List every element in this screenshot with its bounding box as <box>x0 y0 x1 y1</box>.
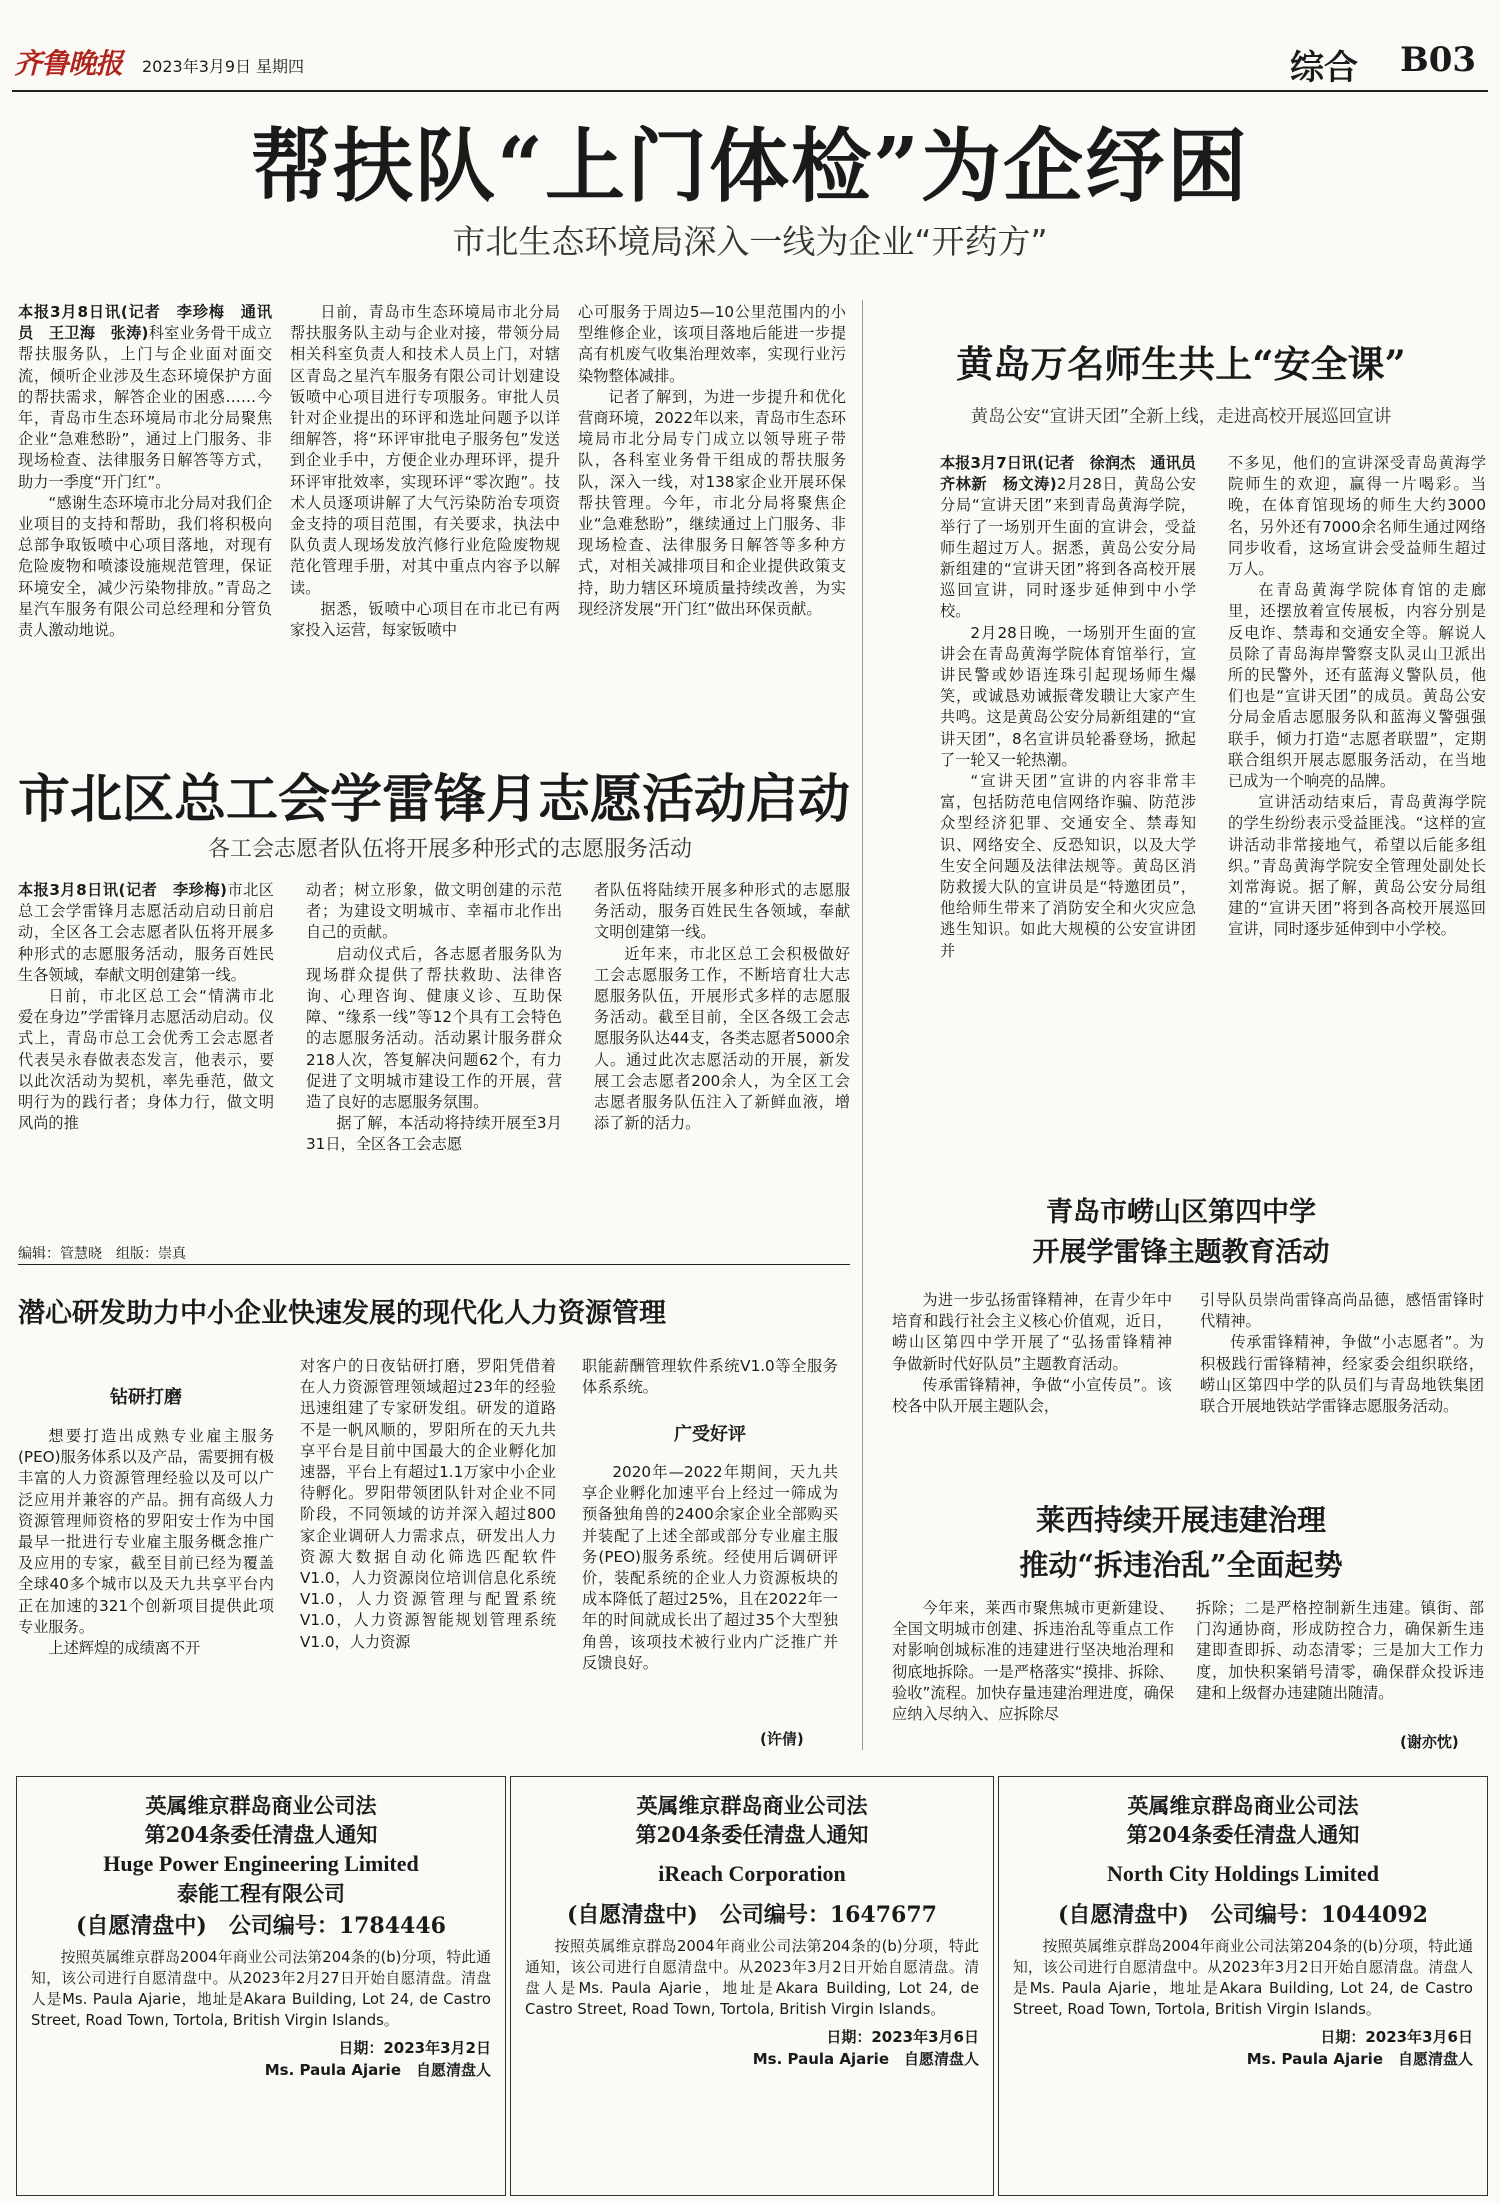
section-name: 综合 <box>1290 48 1358 88</box>
notice-signature: Ms. Paula Ajarie 自愿清盘人 <box>264 2061 491 2079</box>
notice-title: 第204条委任清盘人通知 <box>635 1822 869 1847</box>
union-dateline: 本报3月8日讯(记者 李珍梅) <box>18 881 227 899</box>
lead-para: 心可服务于周边5—10公里范围内的小型维修企业，该项目落地后能进一步提高有机废气收集治理效率，实现行业污染物整体减排。 <box>578 303 846 385</box>
union-headline: 市北区总工会学雷锋月志愿活动启动 <box>18 769 851 830</box>
lead-col-1 <box>18 302 272 732</box>
lead-headline: 帮扶队“上门体检”为企纾困 <box>250 119 1250 213</box>
lead-para: “感谢生态环境市北分局对我们企业项目的支持和帮助，我们将积极向总部争取钣喷中心项目落地，对现有危险废物和喷漆设施规范管理，保证环境安全，减少污染物排放。”青岛之星汽车服务有限公司总经理和分管负责人激动地说。 <box>18 493 272 640</box>
hr-byline: (许倩) <box>760 1730 804 1748</box>
laoshan-para: 引导队员崇尚雷锋高尚品德，感悟雷锋时代精神。 <box>1200 1291 1484 1331</box>
notice-date: 日期：2023年3月6日 <box>826 2028 979 2046</box>
hr-col-3b <box>582 1462 838 1726</box>
laixi-headline-1: 莱西持续开展违建治理 <box>1035 1503 1326 1537</box>
huangdao-para: 2月28日，黄岛公安分局“宣讲天团”来到青岛黄海学院，举行了一场别开生面的宣讲会，受益师生超过万人。据悉，黄岛公安分局新组建的“宣讲天团”将到各高校开展巡回宣讲，同时逐步延伸到中小学校。 <box>940 475 1196 621</box>
union-para: 动者；树立形象，做文明创建的示范者；为建设文明城市、幸福市北作出自己的贡献。 <box>306 881 562 942</box>
paper-logo: 齐鲁晚报 <box>14 47 123 80</box>
notice-company-number: (自愿清盘中) 公司编号：1647677 <box>567 1902 937 1928</box>
union-para: 日前，市北区总工会“情满市北 爱在身边”学雷锋月志愿活动启动。仪式上，青岛市总工会优秀工会志愿者代表吴永春做表态发言，他表示，要以此次活动为契机，率先垂范，做文明行为的践行者；身体力行，做文明风尚的推 <box>18 987 290 1133</box>
laixi-para: 拆除；二是严格控制新生违建。镇街、部门沟通协商，形成防控合力，确保新生违建即查即拆、动态清零；三是加大工作力度，加快积案销号清零，确保群众投诉违建和上级督办违建随出随清。 <box>1196 1599 1484 1702</box>
laoshan-para: 传承雷锋精神，争做“小宣传员”。该校各中队开展主题队会， <box>892 1375 1172 1416</box>
lead-col-3 <box>578 302 846 732</box>
huangdao-para: 在青岛黄海学院体育馆的走廊里，还摆放着宣传展板，内容分别是反电诈、禁毒和交通安全等。解说人员除了青岛海岸警察支队灵山卫派出所的民警外，还有蓝海义警队员，他们也是“宣讲天团”的成员。黄岛公安分局金盾志愿服务队和蓝海义警强强联手，倾力打造“志愿者联盟”，定期联合组织开展志愿服务活动，在当地已成为一个响亮的品牌。 <box>1228 581 1486 791</box>
hr-para: 2020年—2022年期间，天九共享企业孵化加速平台上经过一筛成为预备独角兽的2400余家企业全部购买并装配了上述全部或部分专业雇主服务(PEO)服务系统。经使用后调研评价，装配系统的企业人力资源板块的成本降低了超过25%，且在2022年一年的时间就成长出了超过35个大型独角兽，该项技术被行业内广泛推广并反馈良好。 <box>582 1463 838 1672</box>
laoshan-para: 为进一步弘扬雷锋精神，在青少年中培育和践行社会主义核心价值观，近日，崂山区第四中学开展了“弘扬雷锋精神 争做新时代好队员”主题教育活动。 <box>892 1291 1188 1373</box>
hr-col-2 <box>300 1356 556 1748</box>
huangdao-para: 宣讲活动结束后，青岛黄海学院的学生纷纷表示受益匪浅。“这样的宣讲活动非常接地气，希望以后能多组织。”青岛黄海学院安全管理处副处长刘常海说。据了解，黄岛公安分局组建的“宣讲天团”将到各高校开展巡回宣讲，同时逐步延伸到中小学校。 <box>1228 793 1486 939</box>
hr-headline: 潜心研发助力中小企业快速发展的现代化人力资源管理 <box>18 1298 666 1329</box>
laixi-col-2 <box>1196 1598 1484 1726</box>
union-para: 市北区总工会学雷锋月志愿活动启动日前启动，全区各工会志愿者队伍将开展多种形式的志愿服务活动，服务百姓民生各领域，奉献文明创建第一线。 <box>18 881 274 984</box>
lead-para: 科室业务骨干成立帮扶服务队，上门与企业面对面交流，倾听企业涉及生态环境保护方面的帮扶需求，解答企业的困惑……今年，青岛市生态环境局市北分局聚焦企业“急难愁盼”，通过上门服务、非现场检查、法律服务日解答等方式，助力一季度“开门红”。 <box>18 324 272 491</box>
editor-credit: 编辑：管慧晓 组版：崇真 <box>18 1246 186 1262</box>
notice-title: 第204条委任清盘人通知 <box>144 1822 378 1847</box>
notice-title: 第204条委任清盘人通知 <box>1126 1822 1360 1847</box>
notice-company-en: North City Holdings Limited <box>1107 1861 1379 1886</box>
notice-date: 日期：2023年3月2日 <box>338 2039 491 2057</box>
notice-law: 英属维京群岛商业公司法 <box>1127 1793 1359 1818</box>
hr-para: 想要打造出成熟专业雇主服务(PEO)服务体系以及产品，需要拥有极丰富的人力资源管理经验以及可以广泛应用并兼容的产品。拥有高级人力资源管理师资格的罗阳安士作为中国最早一批进行专业雇主服务概念推广及应用的专家，截至目前已经为覆盖全球40多个城市以及天九共享平台内正在加速的321个创新项目提供此项专业服务。 <box>18 1427 274 1636</box>
notice-company-en: iReach Corporation <box>658 1861 846 1886</box>
notice-company-en: Huge Power Engineering Limited <box>103 1851 419 1876</box>
notice-law: 英属维京群岛商业公司法 <box>636 1793 868 1818</box>
lead-para: 据悉，钣喷中心项目在市北已有两家投入运营，每家钣喷中 <box>290 599 560 640</box>
notice-body: 按照英属维京群岛2004年商业公司法第204条的(b)分项，特此通知，该公司进行自愿清盘中。从2023年3月2日开始自愿清盘。清盘人是Ms. Paula Ajarie，地址是Akara Building, Lot 24, de Castro Street, Road Town, Tortola, British Virgin Islands。 <box>1013 1938 1473 2018</box>
notice-signature: Ms. Paula Ajarie 自愿清盘人 <box>752 2050 979 2068</box>
lead-col-2 <box>290 302 560 732</box>
union-subtitle: 各工会志愿者队伍将开展多种形式的志愿服务活动 <box>207 837 692 862</box>
huangdao-para: 不多见，他们的宣讲深受青岛黄海学院师生的欢迎，赢得一片喝彩。当晚，在体育馆现场的师生大约3000名，另外还有7000余名师生通过网络同步收看，这场宣讲会受益师生超过万人。 <box>1228 454 1486 579</box>
laixi-byline: (谢亦忱) <box>1400 1733 1459 1751</box>
column-divider <box>862 300 863 1750</box>
laoshan-col-1 <box>892 1290 1188 1466</box>
union-para: 据了解，本活动将持续开展至3月31日，全区各工会志愿 <box>306 1114 562 1154</box>
union-col-2 <box>306 880 562 1236</box>
lead-para: 记者了解到，为进一步提升和优化营商环境，2022年以来，青岛市生态环境局市北分局专门成立以领导班子带队，各科室业务骨干组成的帮扶服务队，深入一线，对138家企业开展环保帮扶管理。今年，市北分局将聚焦企业“急难愁盼”，继续通过上门服务、非现场检查、法律服务日解答等多种方式，对相关减排项目和企业提供政策支持，助力辖区环境质量持续改善，为实现经济发展“开门红”做出环保贡献。 <box>578 387 846 618</box>
section-rule <box>18 1264 850 1265</box>
union-para: 者队伍将陆续开展多种形式的志愿服务活动，服务百姓民生各领域，奉献文明创建第一线。 <box>594 881 850 942</box>
laixi-para: 今年来，莱西市聚焦城市更新建设、全国文明城市创建、拆违治乱等重点工作对影响创城标准的违建进行坚决地治理和彻底地拆除。一是严格落实“摸排、拆除、验收”流程。加快存量违建治理进度，确保应纳入尽纳入、应拆除尽 <box>892 1599 1174 1724</box>
hr-para: 对客户的日夜钻研打磨，罗阳凭借着在人力资源管理领域超过23年的经验迅速组建了专家研发组。研发的道路不是一帆风顺的，罗阳所在的天九共享平台是目前中国最大的企业孵化加速器，平台上有超过1.1万家中小企业待孵化。罗阳带领团队针对企业不同阶段，不同领域的访并深入超过800家企业调研人力需求点，研发出人力资源大数据自动化筛选匹配软件V1.0，人力资源岗位培训信息化系统V1.0，人力资源管理与配置系统V1.0，人力资源智能规划管理系统V1.0，人力资源 <box>300 1357 556 1651</box>
laoshan-headline-1: 青岛市崂山区第四中学 <box>1046 1197 1316 1228</box>
lead-dateline: 本报3月8日讯(记者 李珍梅 通讯员 王卫海 张涛) <box>18 303 272 343</box>
huangdao-para: 2月28日晚，一场别开生面的宣讲会在青岛黄海学院体育馆举行，宣讲民警或妙语连珠引起现场师生爆笑，或诚恳劝诫振聋发聩让大家产生共鸣。这是黄岛公安分局新组建的“宣讲天团”，8名宣讲员轮番登场，掀起了一轮又一轮热潮。 <box>940 623 1196 769</box>
issue-date: 2023年3月9日 <box>142 57 252 76</box>
hr-para: 上述辉煌的成绩离不开 <box>48 1639 201 1658</box>
laoshan-para: 传承雷锋精神，争做“小志愿者”。为积极践行雷锋精神，经家委会组织联络，崂山区第四中学的队员们与青岛地铁集团联合开展地铁站学雷锋志愿服务活动。 <box>1200 1333 1484 1416</box>
notice-1 <box>16 1776 506 2196</box>
union-para: 启动仪式后，各志愿者服务队为现场群众提供了帮扶救助、法律咨询、心理咨询、健康义诊、互助保障、“缘系一线”等12个具有工会特色的志愿服务活动。活动累计服务群众218人次，答复解决问题62个，有力促进了文明城市建设工作的开展，营造了良好的志愿服务氛围。 <box>306 944 562 1112</box>
laixi-headline-2: 推动“拆违治乱”全面起势 <box>1019 1548 1343 1582</box>
union-col-1 <box>18 880 290 1236</box>
notice-3 <box>998 1776 1488 2196</box>
notice-date: 日期：2023年3月6日 <box>1320 2028 1473 2046</box>
laoshan-col-2 <box>1200 1290 1484 1466</box>
notice-company-number: (自愿清盘中) 公司编号：1044092 <box>1058 1902 1428 1928</box>
hr-para: 职能薪酬管理软件系统V1.0等全服务体系系统。 <box>582 1357 838 1397</box>
hr-subhead-1: 钻研打磨 <box>110 1387 182 1408</box>
laixi-col-1 <box>892 1598 1174 1750</box>
notice-company-cn: 泰能工程有限公司 <box>177 1881 345 1906</box>
huangdao-headline: 黄岛万名师生共上“安全课” <box>956 342 1406 386</box>
notice-signature: Ms. Paula Ajarie 自愿清盘人 <box>1246 2050 1473 2068</box>
masthead-rule <box>12 90 1488 92</box>
notice-body: 按照英属维京群岛2004年商业公司法第204条的(b)分项，特此通知，该公司进行自愿清盘中。从2023年2月27日开始自愿清盘。清盘人是Ms. Paula Ajarie，地址是Akara Building, Lot 24, de Castro Street, Road Town, Tortola, British Virgin Islands。 <box>31 1949 491 2029</box>
hr-col-1 <box>18 1426 274 1748</box>
page-number: B03 <box>1400 40 1477 80</box>
notice-body: 按照英属维京群岛2004年商业公司法第204条的(b)分项，特此通知，该公司进行自愿清盘中。从2023年3月2日开始自愿清盘。清盘人是Ms. Paula Ajarie，地址是Akara Building, Lot 24, de Castro Street, Road Town, Tortola, British Virgin Islands。 <box>525 1938 979 2018</box>
union-col-3 <box>594 880 850 1236</box>
issue-weekday: 星期四 <box>256 57 305 76</box>
laoshan-headline-2: 开展学雷锋主题教育活动 <box>1032 1237 1330 1268</box>
huangdao-col-1 <box>940 453 1212 1205</box>
hr-subhead-2: 广受好评 <box>674 1424 746 1445</box>
lead-subtitle: 市北生态环境局深入一线为企业“开药方” <box>452 222 1048 261</box>
notice-law: 英属维京群岛商业公司法 <box>145 1793 377 1818</box>
hr-col-3a <box>582 1356 838 1402</box>
huangdao-col-2 <box>1228 453 1486 1205</box>
union-para: 近年来，市北区总工会积极做好工会志愿服务工作，不断培育壮大志愿服务队伍，开展形式多样的志愿服务活动。截至目前，全区各级工会志愿服务队达44支，各类志愿者5000余人。通过此次志愿活动的开展，新发展工会志愿者200余人，为全区工会志愿者服务队伍注入了新鲜血液，增添了新的活力。 <box>594 944 850 1133</box>
huangdao-dateline: 本报3月7日讯(记者 徐润杰 通讯员 齐林新 杨文涛) <box>940 454 1212 494</box>
huangdao-para: “宣讲天团”宣讲的内容非常丰富，包括防范电信网络诈骗、防范涉众型经济犯罪、交通安全、禁毒知识、网络安全、反恐知识，以及大学生安全问题及法律法规等。黄岛区消防救援大队的宣讲员是“特邀团员”，他给师生带来了消防安全和火灾应急逃生知识。如此大规模的公安宣讲团并 <box>940 772 1196 960</box>
huangdao-subtitle: 黄岛公安“宣讲天团”全新上线，走进高校开展巡回宣讲 <box>970 407 1392 427</box>
notice-company-number: (自愿清盘中) 公司编号：1784446 <box>76 1913 446 1939</box>
notice-2 <box>510 1776 994 2196</box>
lead-para: 日前，青岛市生态环境局市北分局帮扶服务队主动与企业对接，带领分局相关科室负责人和技术人员上门，对辖区青岛之星汽车服务有限公司计划建设钣喷中心项目进行专项服务。审批人员针对企业提出的环评和选址问题予以详细解答，将“环评审批电子服务包”发送到企业手中，方便企业办理环评，提升环评审批效率，实现环评“零次跑”。技术人员逐项讲解了大气污染防治专项资金支持的项目范围，有关要求，执法中队负责人现场发放汽修行业危险废物规范化管理手册，对其中重点内容予以解读。 <box>290 303 560 597</box>
